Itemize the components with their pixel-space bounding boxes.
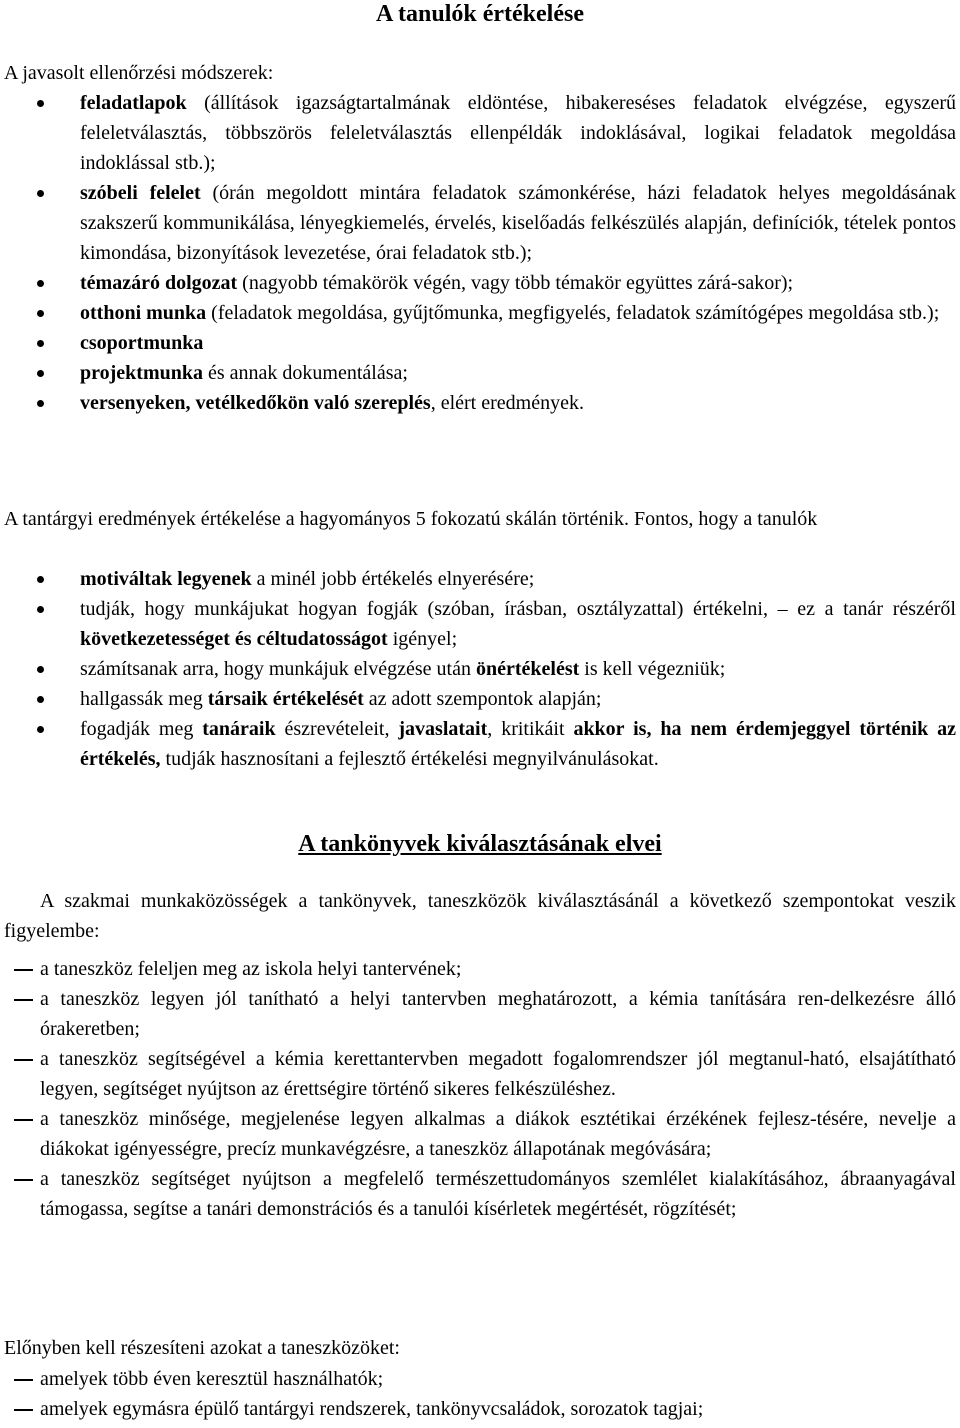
section-heading: A tankönyvek kiválasztásának elvei: [298, 831, 662, 857]
text-span: igényel;: [387, 628, 458, 650]
criterion-text: a taneszköz segítséget nyújtson a megfelelő természettudományos szemlélet kialakításához, ábraanyagával támogassa, segítse a tanári demonstrációs és a tanulói kísérletek megértését, rögzítését;: [40, 1168, 956, 1220]
list-item: [0, 564, 956, 594]
bullet-icon: [37, 280, 44, 287]
dash-icon: [14, 1409, 33, 1411]
text-span: számítsanak arra, hogy munkájuk elvégzése után: [80, 658, 476, 680]
method-name: otthoni munka: [80, 302, 207, 324]
bold-phrase: társaik értékelését: [207, 688, 364, 710]
method-name: versenyeken, vetélkedőkön való szereplés: [80, 392, 431, 414]
list-item: [0, 984, 956, 1044]
method-name: szóbeli felelet: [80, 182, 201, 204]
bullet-icon: [37, 666, 44, 673]
bullet-icon: [37, 726, 44, 733]
method-desc: (állítások igazságtartalmának eldöntése, hibakereséses feladatok elvégzése, egyszerű feleletválasztás, többszörös feleletválasztás ellenpéldák indoklásával, logikai feladatok megoldása indoklással stb.);: [80, 92, 956, 174]
criterion-text: a taneszköz segítségével a kémia kerettantervben megadott fogalomrendszer jól megtanul-ható, elsajátítható legyen, segítséget nyújtson az érettségire történő sikeres felkészüléshez.: [40, 1048, 956, 1100]
text-span: fogadják meg: [80, 718, 203, 740]
text-span: tudják, hogy munkájukat hogyan fogják (szóban, írásban, osztályzattal) értékelni, – ez a tanár részéről: [80, 598, 956, 620]
grades-paragraph: A tantárgyi eredmények értékelése a hagyományos 5 fokozatú skálán történik. Fontos, hogy a tanulók: [4, 508, 818, 530]
criterion-text: a taneszköz feleljen meg az iskola helyi tantervének;: [40, 958, 462, 980]
bold-phrase: motiváltak legyenek: [80, 568, 252, 590]
method-desc: , elért eredmények.: [430, 392, 584, 414]
bullet-icon: [37, 400, 44, 407]
bullet-icon: [37, 310, 44, 317]
dash-icon: [14, 1379, 33, 1381]
page-title: A tanulók értékelése: [376, 1, 584, 27]
list-item: [0, 298, 956, 328]
method-desc: és annak dokumentálása;: [203, 362, 408, 384]
bold-phrase: akkor is, ha nem érdemjeggyel történik az értékelés,: [80, 718, 956, 770]
dash-icon: [14, 999, 33, 1001]
bold-phrase: önértékelést: [475, 658, 580, 680]
criteria-list: [0, 954, 956, 1224]
list-item: [0, 388, 956, 418]
list-item: [0, 594, 956, 654]
method-name: témazáró dolgozat: [80, 272, 238, 294]
bullet-icon: [37, 696, 44, 703]
method-name: csoportmunka: [80, 332, 204, 354]
method-name: projektmunka: [80, 362, 203, 384]
text-span: tudják hasznosítani a fejlesztő értékelési megnyilvánulásokat.: [160, 748, 659, 770]
list-item: [0, 328, 956, 358]
list-item: [0, 268, 956, 298]
list-item: [0, 1044, 956, 1104]
dash-icon: [14, 969, 33, 971]
criterion-text: a taneszköz minősége, megjelenése legyen alkalmas a diákok esztétikai érzékének fejlesz-tésére, nevelje a diákokat igényességre, precíz munkavégzésre, a taneszköz állapotának megóvására;: [40, 1108, 956, 1160]
bullet-icon: [37, 100, 44, 107]
methods-intro: A javasolt ellenőrzési módszerek:: [4, 62, 274, 84]
bullet-icon: [37, 340, 44, 347]
list-item: [0, 358, 956, 388]
method-name: feladatlapok: [80, 92, 187, 114]
dash-icon: [14, 1119, 33, 1121]
preference-intro: Előnyben kell részesíteni azokat a taneszközöket:: [4, 1337, 400, 1359]
bullet-icon: [37, 576, 44, 583]
text-span: észrevételeit,: [275, 718, 399, 740]
textbook-intro: A szakmai munkaközösségek a tankönyvek, taneszközök kiválasztásánál a következő szempontokat veszik figyelembe:: [4, 890, 956, 942]
list-item: [0, 654, 956, 684]
text-span: az adott szempontok alapján;: [363, 688, 602, 710]
bold-phrase: következetességet és céltudatosságot: [80, 628, 388, 650]
preference-text: amelyek egymásra épülő tantárgyi rendszerek, tankönyvcsaládok, sorozatok tagjai;: [40, 1398, 704, 1420]
criterion-text: a taneszköz legyen jól tanítható a helyi tantervben meghatározott, a kémia tanítására ren-delkezésre álló órakeretben;: [40, 988, 956, 1040]
method-desc: (feladatok megoldása, gyűjtőmunka, megfigyelés, feladatok számítógépes megoldása stb.);: [206, 302, 940, 324]
list-item: [0, 1394, 956, 1424]
method-desc: (nagyobb témakörök végén, vagy több témakör együttes zárá-sakor);: [237, 272, 794, 294]
list-item: [0, 178, 956, 268]
list-item: [0, 1164, 956, 1224]
bullet-icon: [37, 190, 44, 197]
preferences-list: [0, 1364, 956, 1424]
text-span: is kell végezniük;: [579, 658, 726, 680]
preference-text: amelyek több éven keresztül használhatók;: [40, 1368, 384, 1390]
list-item: [0, 954, 956, 984]
bold-phrase: javaslatait: [398, 718, 488, 740]
bullet-icon: [37, 370, 44, 377]
methods-list: [0, 88, 956, 418]
text-span: hallgassák meg: [80, 688, 208, 710]
dash-icon: [14, 1179, 33, 1181]
students-list: [0, 564, 956, 774]
list-item: [0, 88, 956, 178]
text-span: a minél jobb értékelés elnyerésére;: [251, 568, 535, 590]
list-item: [0, 714, 956, 774]
list-item: [0, 1104, 956, 1164]
list-item: [0, 684, 956, 714]
list-item: [0, 1364, 956, 1394]
dash-icon: [14, 1059, 33, 1061]
text-span: , kritikáit: [487, 718, 574, 740]
bullet-icon: [37, 606, 44, 613]
bold-phrase: tanáraik: [202, 718, 276, 740]
method-desc: (órán megoldott mintára feladatok számonkérése, házi feladatok helyes megoldásának szakszerű kommunikálása, lényegkiemelés, érvelés, kiselőadás felkészülés alapján, definíciók, tételek pontos kimondása, bizonyítások levezetése, órai feladatok stb.);: [80, 182, 956, 264]
